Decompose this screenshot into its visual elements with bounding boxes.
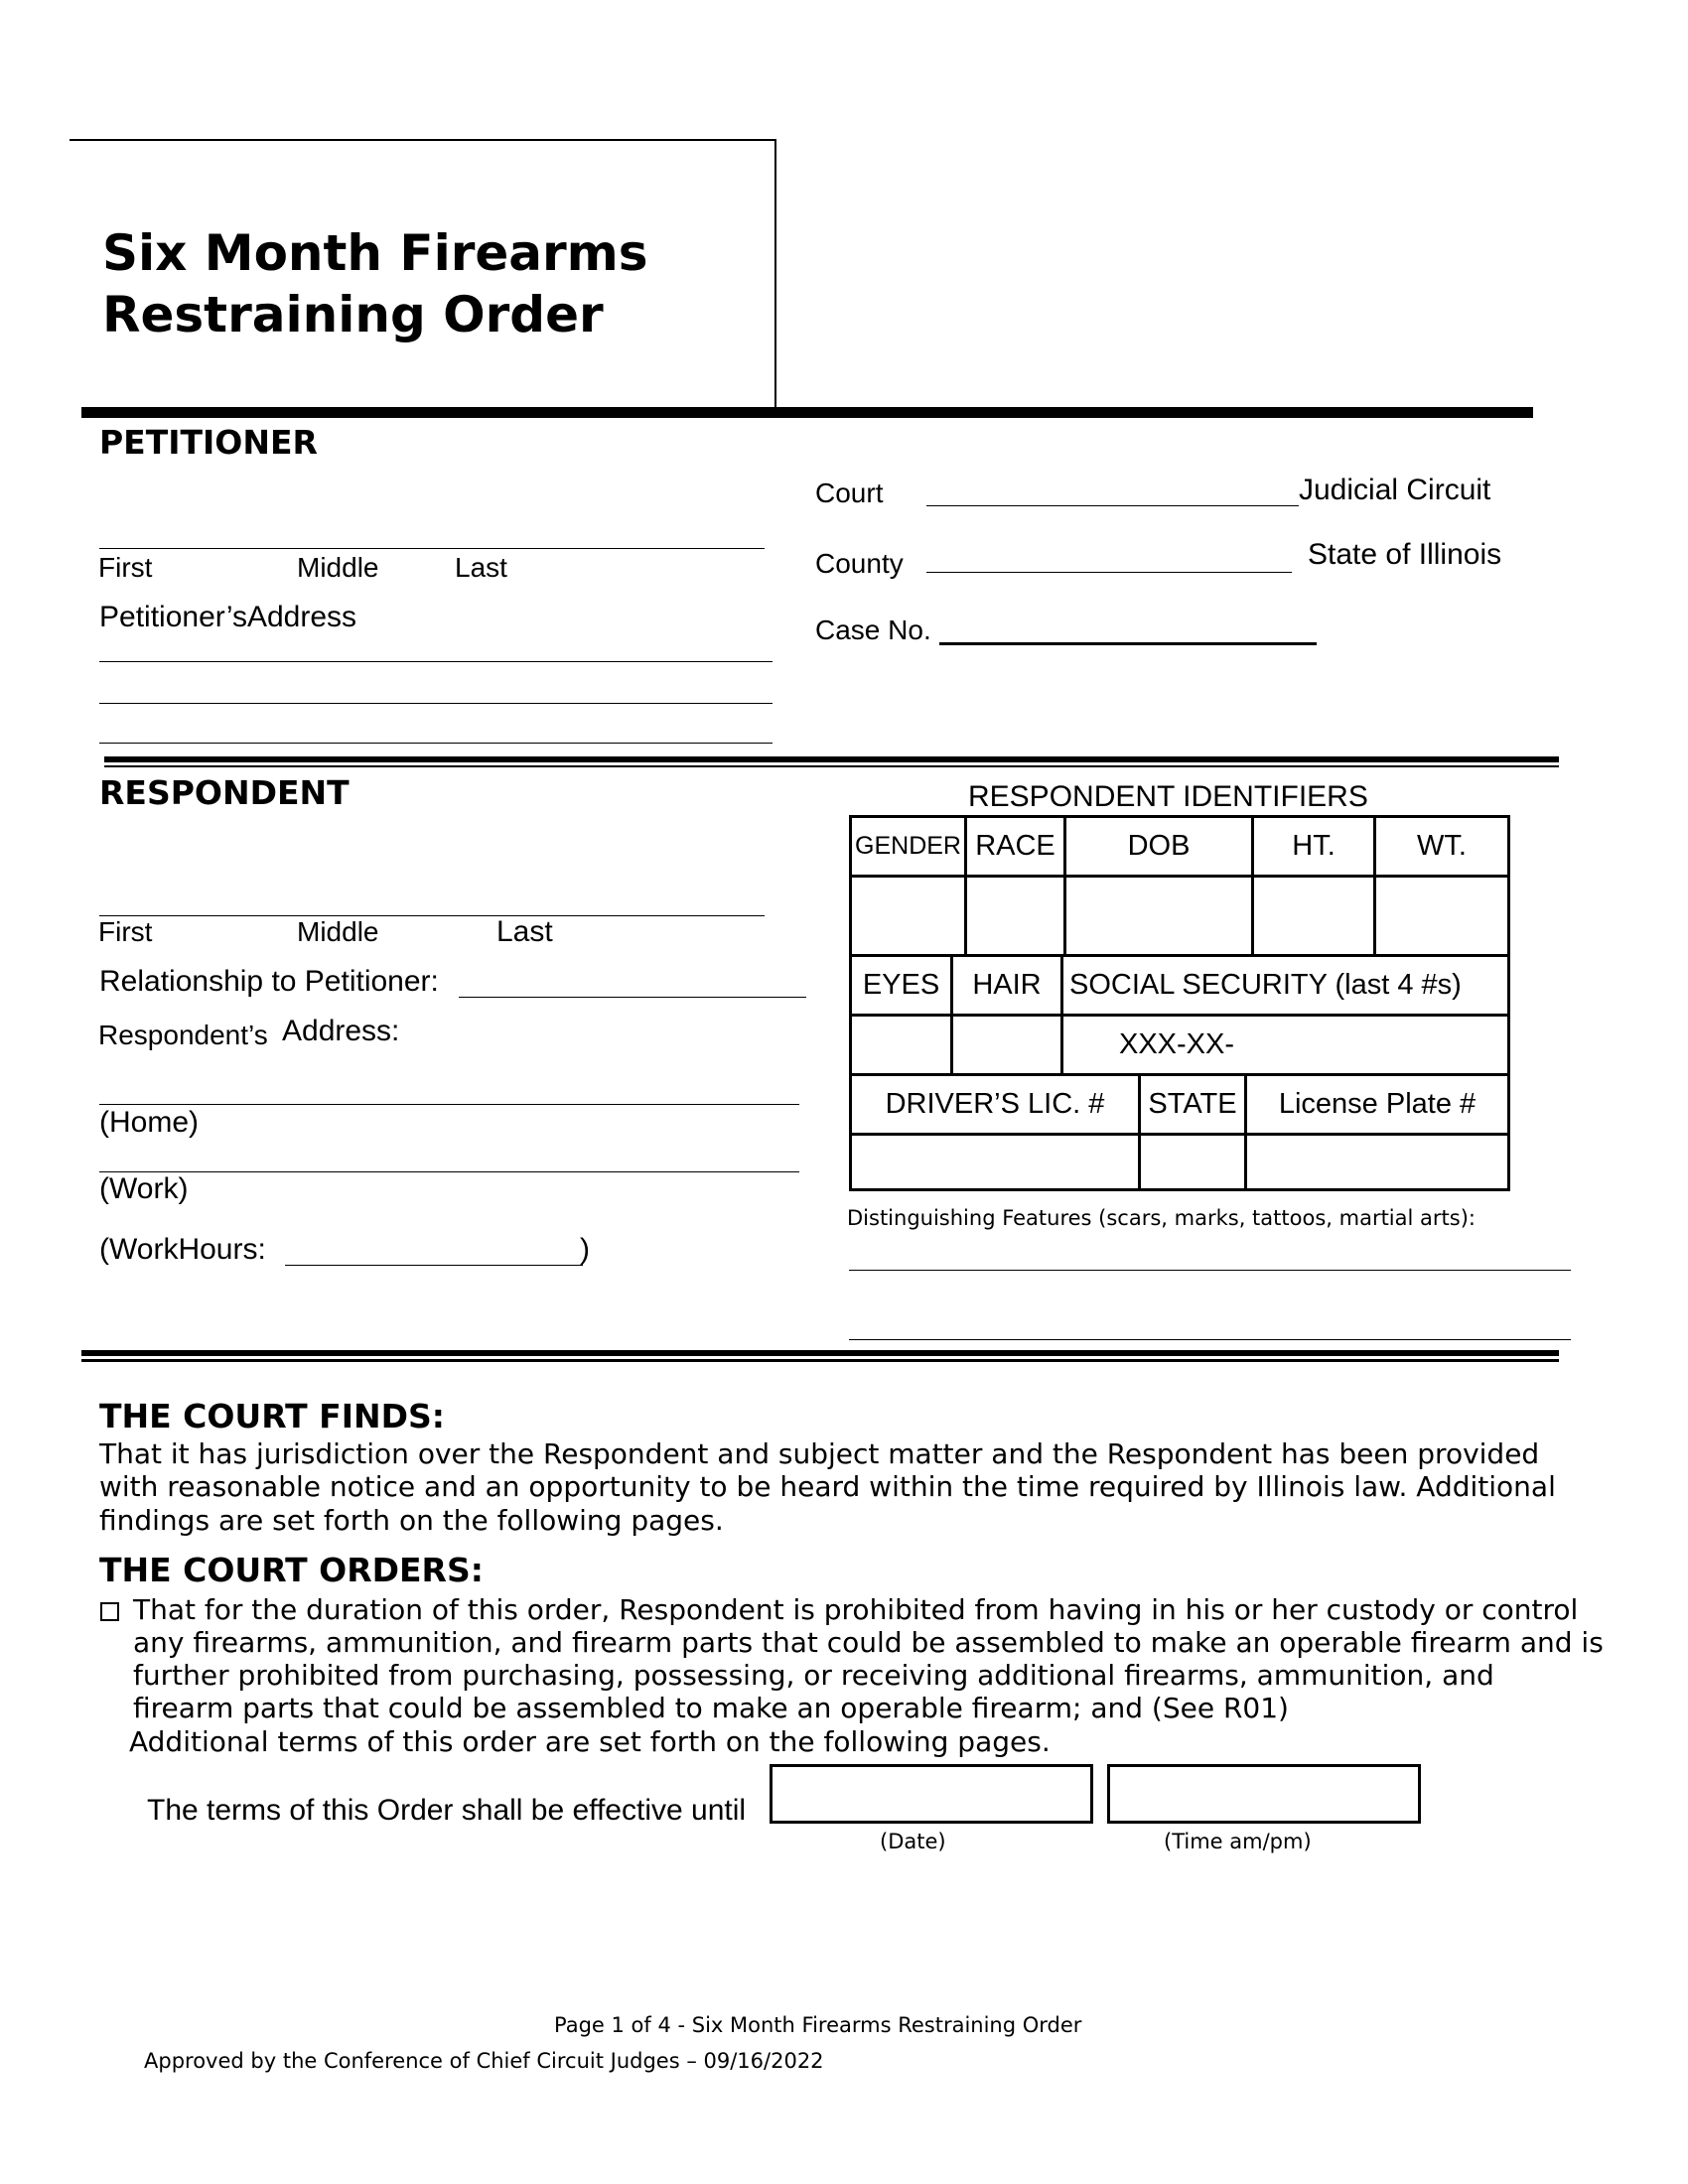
petitioner-heading: PETITIONER: [99, 423, 318, 462]
hair-header: HAIR: [952, 956, 1062, 1016]
judicial-circuit-label: Judicial Circuit: [1299, 474, 1491, 506]
respondent-first-label: First: [98, 916, 153, 947]
relationship-field[interactable]: [459, 973, 806, 998]
effective-time-field[interactable]: [1107, 1764, 1421, 1824]
gender-cell[interactable]: [851, 877, 966, 956]
petitioner-address-line2[interactable]: [99, 679, 773, 704]
relationship-label: Relationship to Petitioner:: [99, 965, 439, 998]
section-rule-top: [104, 756, 1559, 762]
eyes-header: EYES: [851, 956, 952, 1016]
case-number-label: Case No.: [815, 614, 931, 645]
eyes-cell[interactable]: [851, 1016, 952, 1075]
petitioner-middle-label: Middle: [297, 552, 379, 583]
title-box-top-border: [70, 139, 776, 141]
findings-rule-top: [81, 1350, 1559, 1356]
order-line-3: further prohibited from purchasing, possessing, or receiving additional firearms, ammunition, and: [133, 1659, 1494, 1692]
work-label: (Work): [99, 1172, 189, 1205]
header-rule: [81, 407, 1533, 418]
order-checkbox[interactable]: [100, 1602, 119, 1621]
order-line-1: That for the duration of this order, Respondent is prohibited from having in his or her custody or control: [133, 1593, 1579, 1626]
order-line-2: any firearms, ammunition, and firearm parts that could be assembled to make an operable firearm and is: [133, 1626, 1604, 1659]
identifiers-row2: [849, 954, 1510, 1076]
page-footer: Page 1 of 4 - Six Month Firearms Restraining Order: [554, 2013, 1082, 2037]
form-title-line1: Six Month Firearms: [102, 224, 648, 282]
court-label: Court: [815, 478, 884, 508]
work-address-field[interactable]: [99, 1148, 799, 1172]
respondent-last-label: Last: [496, 915, 553, 948]
distinguishing-features-line1[interactable]: [849, 1246, 1571, 1271]
work-hours-label: (WorkHours:: [99, 1233, 266, 1266]
title-box-right-border: [774, 139, 776, 407]
weight-cell[interactable]: [1375, 877, 1509, 956]
drivers-license-cell[interactable]: [851, 1135, 1140, 1190]
time-caption: (Time am/pm): [1164, 1830, 1312, 1853]
home-label: (Home): [99, 1106, 200, 1139]
dob-header: DOB: [1065, 817, 1253, 877]
findings-line-1: That it has jurisdiction over the Respondent and subject matter and the Respondent has been provided: [99, 1437, 1540, 1470]
work-hours-close: ): [580, 1233, 590, 1266]
respondent-address-label-b: Address:: [282, 1015, 400, 1047]
petitioner-address-line3[interactable]: [99, 719, 773, 744]
case-number-field[interactable]: [939, 642, 1317, 645]
court-orders-heading: THE COURT ORDERS:: [99, 1551, 484, 1589]
petitioner-first-label: First: [98, 552, 153, 583]
height-cell[interactable]: [1253, 877, 1375, 956]
identifiers-row1: [849, 815, 1510, 957]
form-title-line2: Restraining Order: [102, 286, 604, 343]
state-label: State of Illinois: [1308, 538, 1502, 571]
weight-header: WT.: [1375, 817, 1509, 877]
race-cell[interactable]: [966, 877, 1065, 956]
respondent-middle-label: Middle: [297, 916, 379, 947]
race-header: RACE: [966, 817, 1065, 877]
license-plate-header: License Plate #: [1246, 1075, 1509, 1135]
approval-footer: Approved by the Conference of Chief Circuit Judges – 09/16/2022: [144, 2049, 824, 2073]
work-hours-field[interactable]: [285, 1239, 583, 1266]
effective-until-label: The terms of this Order shall be effective until: [147, 1794, 747, 1827]
findings-rule-bottom: [81, 1359, 1559, 1362]
license-plate-cell[interactable]: [1246, 1135, 1509, 1190]
hair-cell[interactable]: [952, 1016, 1062, 1075]
respondent-heading: RESPONDENT: [99, 773, 350, 812]
state-header: STATE: [1140, 1075, 1246, 1135]
petitioner-name-field[interactable]: [99, 526, 765, 549]
respondent-address-label-a: Respondent’s: [98, 1020, 268, 1050]
identifiers-row3: [849, 1073, 1510, 1191]
home-address-field[interactable]: [99, 1080, 799, 1105]
findings-line-2: with reasonable notice and an opportunity to be heard within the time required by Illinois law. Additional: [99, 1470, 1556, 1503]
height-header: HT.: [1253, 817, 1375, 877]
date-caption: (Date): [880, 1830, 946, 1853]
court-field[interactable]: [926, 481, 1299, 506]
state-cell[interactable]: [1140, 1135, 1246, 1190]
gender-header: GENDER: [851, 817, 966, 877]
county-field[interactable]: [926, 548, 1292, 573]
petitioner-last-label: Last: [455, 552, 507, 583]
effective-date-field[interactable]: [770, 1764, 1093, 1824]
identifiers-heading: RESPONDENT IDENTIFIERS: [968, 780, 1368, 813]
section-rule-bottom: [104, 765, 1559, 767]
distinguishing-features-line2[interactable]: [849, 1315, 1571, 1340]
ssn-header: SOCIAL SECURITY (last 4 #s): [1062, 956, 1509, 1016]
ssn-cell[interactable]: XXX-XX-: [1062, 1016, 1509, 1075]
petitioner-address-label: Petitioner’sAddress: [99, 601, 357, 633]
distinguishing-features-label: Distinguishing Features (scars, marks, tattoos, martial arts):: [847, 1206, 1476, 1230]
court-finds-heading: THE COURT FINDS:: [99, 1397, 445, 1435]
drivers-license-header: DRIVER’S LIC. #: [851, 1075, 1140, 1135]
county-label: County: [815, 548, 904, 579]
dob-cell[interactable]: [1065, 877, 1253, 956]
order-additional: Additional terms of this order are set forth on the following pages.: [129, 1725, 1051, 1758]
respondent-name-field[interactable]: [99, 893, 765, 916]
order-line-4: firearm parts that could be assembled to make an operable firearm; and (See R01): [133, 1692, 1289, 1724]
findings-line-3: findings are set forth on the following pages.: [99, 1504, 724, 1537]
petitioner-address-line1[interactable]: [99, 637, 773, 662]
